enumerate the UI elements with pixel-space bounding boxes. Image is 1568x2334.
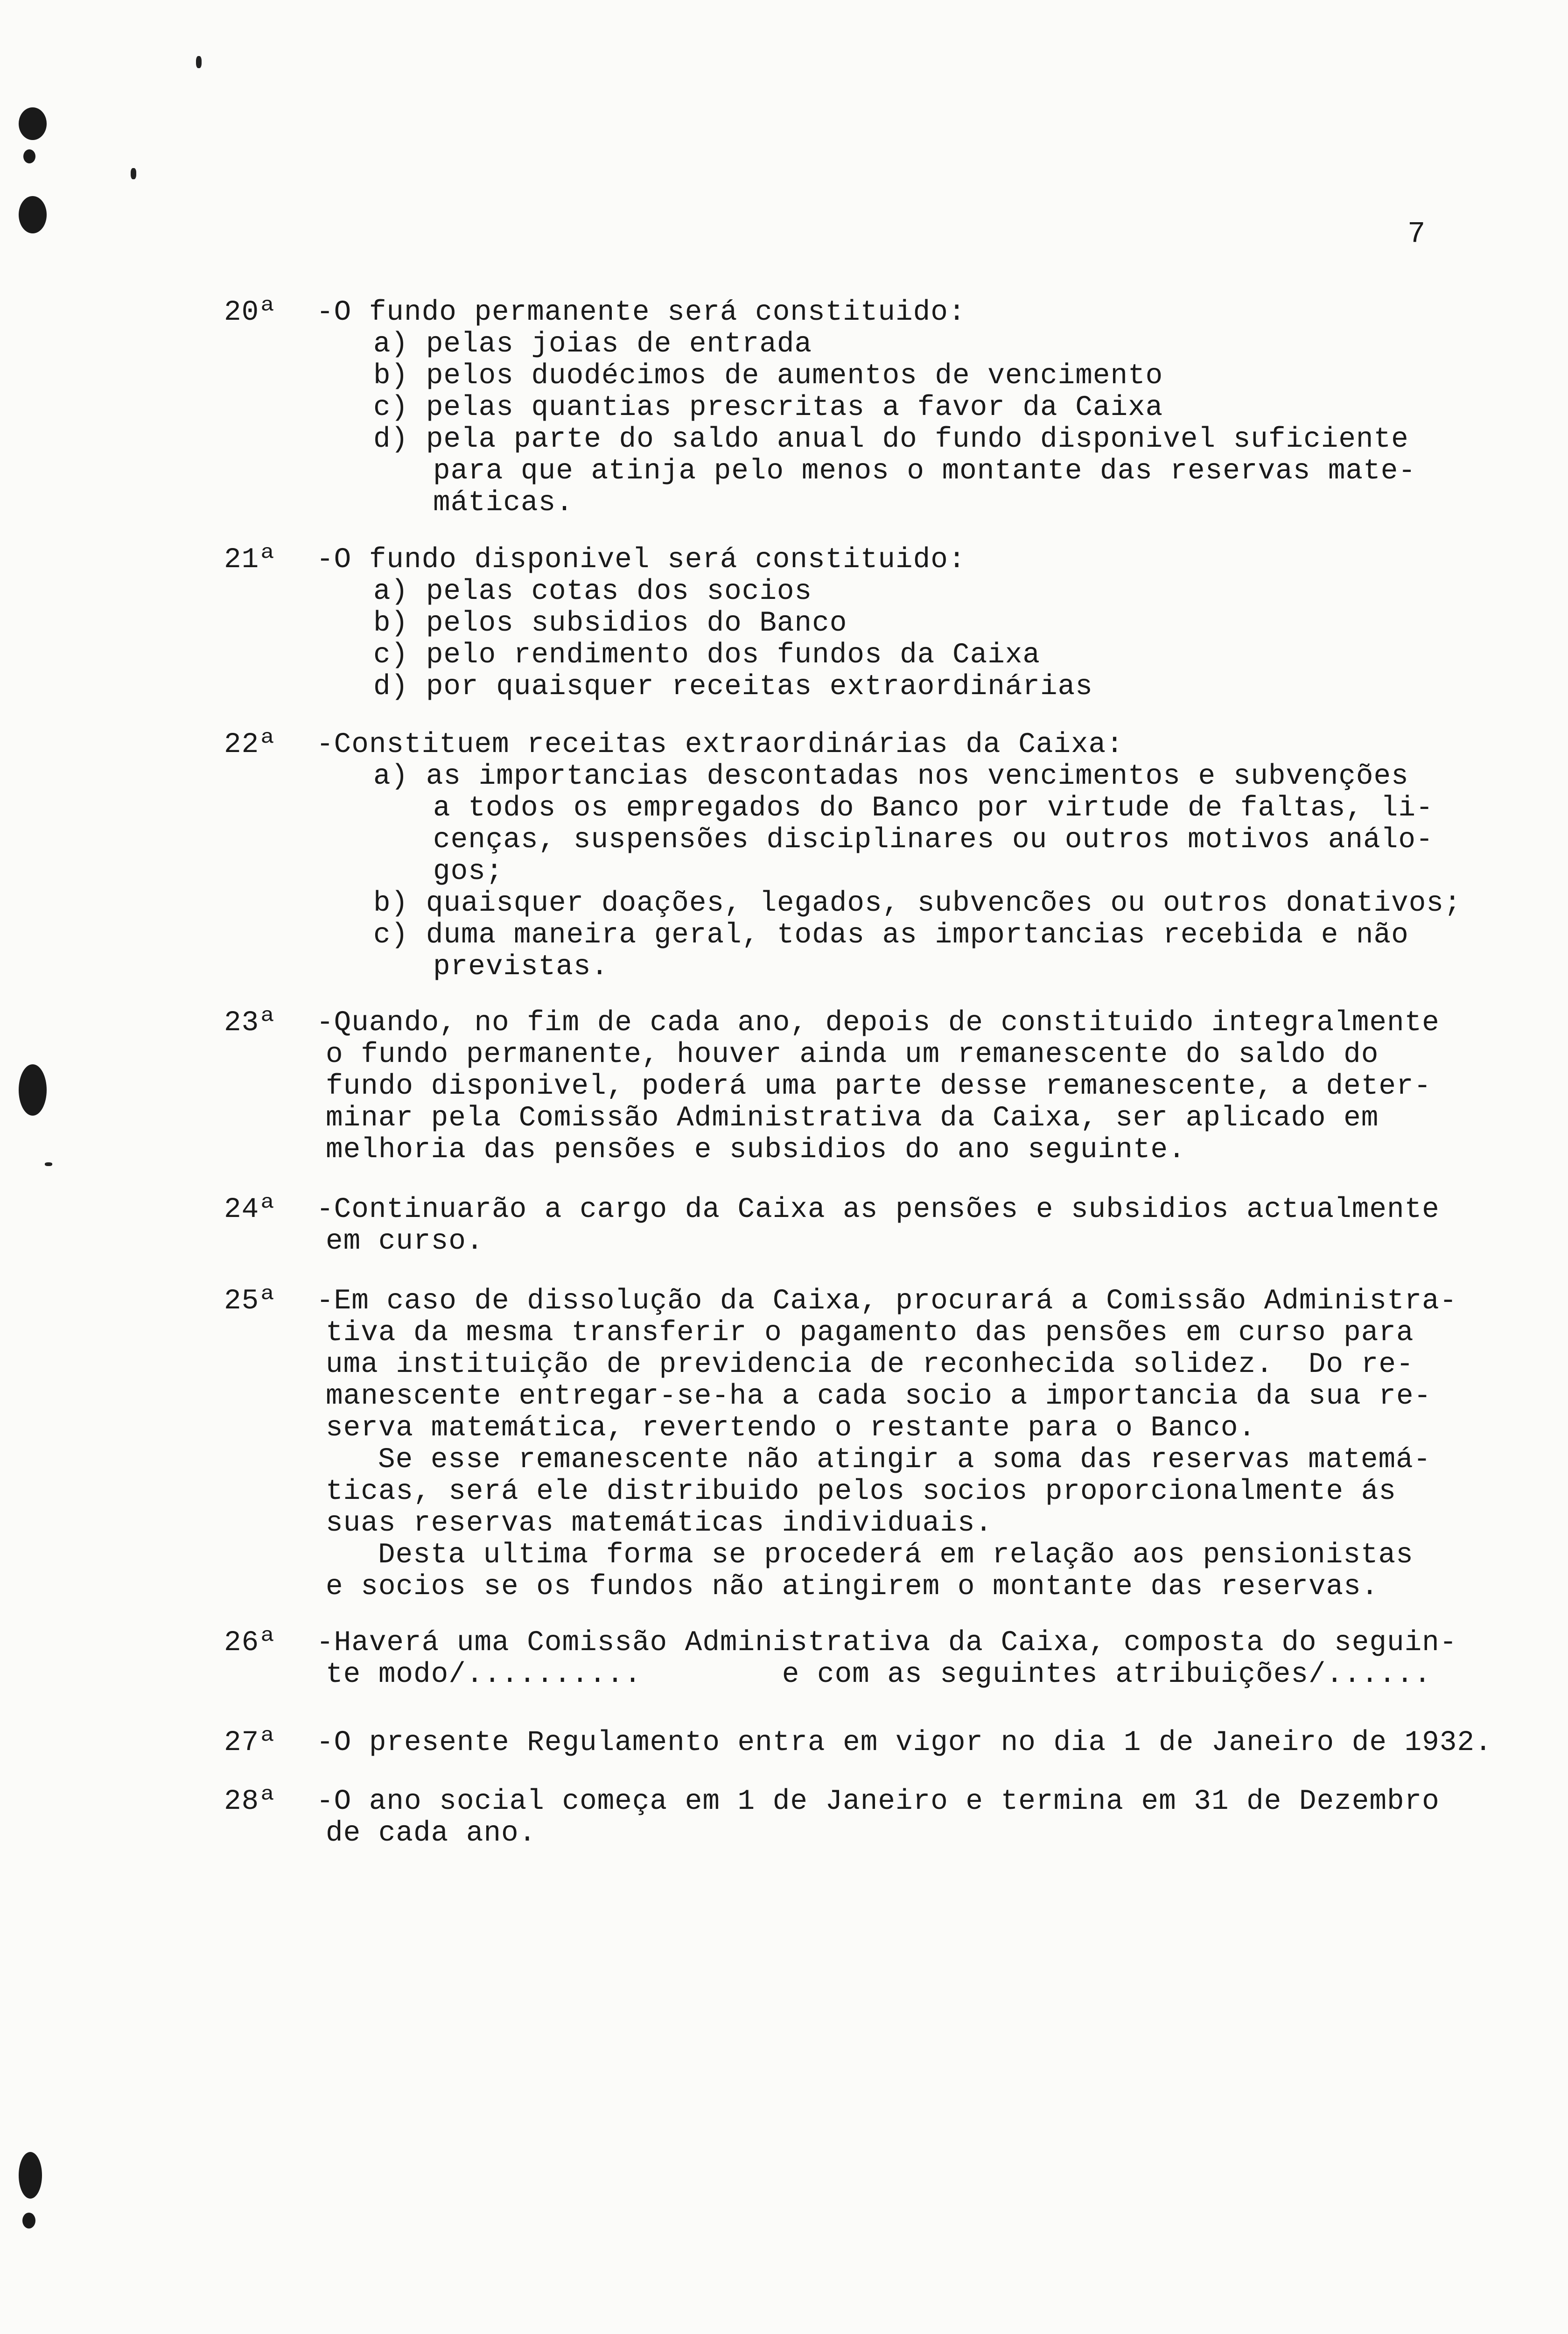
article-28 xyxy=(224,1786,1549,1849)
article-number: 21ª xyxy=(224,544,277,576)
article-number: 28ª xyxy=(224,1786,277,1818)
article-25-line-3: uma instituição de previdencia de reconhecida solidez. Do re- xyxy=(326,1349,1414,1381)
article-20-line-7: máticas. xyxy=(433,487,574,519)
article-20-line-5: d) pela parte do saldo anual do fundo disponivel suficiente xyxy=(373,423,1409,456)
article-20-line-6: para que atinja pelo menos o montante das reservas mate- xyxy=(433,455,1416,487)
article-number: 22ª xyxy=(224,729,277,761)
article-21-line-3: b) pelos subsidios do Banco xyxy=(373,607,847,640)
article-23 xyxy=(224,1007,1549,1166)
article-26-line-1: 26ª -Haverá uma Comissão Administrativa da Caixa, composta do seguin- xyxy=(224,1627,1457,1659)
article-22-line-6: b) quaisquer doações, legados, subvencões ou outros donativos; xyxy=(373,887,1462,920)
scan-speck xyxy=(45,1162,52,1166)
article-22-line-5: gos; xyxy=(433,856,504,888)
article-21-line-1: 21ª -O fundo disponivel será constituido: xyxy=(224,544,966,576)
punch-hole-decoration xyxy=(19,107,47,140)
article-25-line-2: tiva da mesma transferir o pagamento das pensões em curso para xyxy=(326,1317,1414,1349)
article-22-line-7: c) duma maneira geral, todas as importancias recebida e não xyxy=(373,919,1409,951)
punch-hole-decoration xyxy=(22,2213,35,2229)
scan-speck xyxy=(131,168,136,179)
article-26 xyxy=(224,1627,1549,1691)
article-20-line-1: 20ª -O fundo permanente será constituido: xyxy=(224,296,966,329)
article-27 xyxy=(224,1727,1549,1759)
article-25-line-9: Desta ultima forma se procederá em relação aos pensionistas xyxy=(378,1539,1414,1571)
article-22-line-4: cenças, suspensões disciplinares ou outros motivos análo- xyxy=(433,824,1434,856)
article-25-line-4: manescente entregar-se-ha a cada socio a importancia da sua re- xyxy=(326,1380,1432,1413)
punch-hole-decoration xyxy=(19,196,47,233)
article-26-line-2: te modo/.......... e com as seguintes atribuições/...... xyxy=(326,1659,1432,1691)
article-20-line-3: b) pelos duodécimos de aumentos de vencimento xyxy=(373,360,1163,392)
article-24 xyxy=(224,1194,1549,1258)
article-22-line-1: 22ª -Constituem receitas extraordinárias da Caixa: xyxy=(224,729,1124,761)
article-25-line-8: suas reservas matemáticas individuais. xyxy=(326,1507,993,1540)
article-22-line-8: previstas. xyxy=(433,951,609,983)
article-25-line-7: ticas, será ele distribuido pelos socios proporcionalmente ás xyxy=(326,1476,1396,1508)
article-number: 27ª xyxy=(224,1727,277,1759)
article-25 xyxy=(224,1286,1549,1603)
article-25-line-10: e socios se os fundos não atingirem o montante das reservas. xyxy=(326,1571,1379,1603)
article-21 xyxy=(224,544,1549,703)
article-21-line-4: c) pelo rendimento dos fundos da Caixa xyxy=(373,639,1041,671)
article-28-line-2: de cada ano. xyxy=(326,1817,537,1849)
article-21-line-2: a) pelas cotas dos socios xyxy=(373,576,812,608)
article-number: 26ª xyxy=(224,1627,277,1659)
article-20-line-2: a) pelas joias de entrada xyxy=(373,328,812,360)
article-21-line-5: d) por quaisquer receitas extraordinárias xyxy=(373,671,1093,703)
article-22-line-2: a) as importancias descontadas nos vencimentos e subvenções xyxy=(373,760,1409,793)
article-23-line-5: melhoria das pensões e subsidios do ano seguinte. xyxy=(326,1134,1186,1166)
article-number: 24ª xyxy=(224,1194,277,1226)
punch-hole-decoration xyxy=(19,1064,47,1116)
article-24-line-2: em curso. xyxy=(326,1225,484,1258)
article-number: 20ª xyxy=(224,296,277,329)
article-23-line-1: 23ª -Quando, no fim de cada ano, depois de constituido integralmente xyxy=(224,1007,1440,1039)
article-23-line-4: minar pela Comissão Administrativa da Caixa, ser aplicado em xyxy=(326,1102,1379,1134)
scan-speck xyxy=(196,56,202,68)
article-28-line-1: 28ª -O ano social começa em 1 de Janeiro e termina em 31 de Dezembro xyxy=(224,1786,1440,1818)
article-23-line-2: o fundo permanente, houver ainda um remanescente do saldo do xyxy=(326,1039,1379,1071)
article-25-line-5: serva matemática, revertendo o restante para o Banco. xyxy=(326,1412,1256,1444)
article-22-line-3: a todos os empregados do Banco por virtude de faltas, li- xyxy=(433,792,1434,824)
article-20 xyxy=(224,297,1549,519)
article-25-line-1: 25ª -Em caso de dissolução da Caixa, procurará a Comissão Administra- xyxy=(224,1285,1457,1317)
article-number: 23ª xyxy=(224,1007,277,1039)
article-number: 25ª xyxy=(224,1285,277,1317)
article-23-line-3: fundo disponivel, poderá uma parte desse remanescente, a deter- xyxy=(326,1070,1432,1103)
page-number: 7 xyxy=(1407,218,1426,251)
article-27-line-1: 27ª -O presente Regulamento entra em vigor no dia 1 de Janeiro de 1932. xyxy=(224,1727,1492,1759)
punch-hole-decoration xyxy=(19,2152,42,2199)
article-25-line-6: Se esse remanescente não atingir a soma das reservas matemá- xyxy=(378,1444,1431,1476)
punch-hole-decoration xyxy=(23,149,35,163)
article-24-line-1: 24ª -Continuarão a cargo da Caixa as pensões e subsidios actualmente xyxy=(224,1194,1440,1226)
article-22 xyxy=(224,729,1549,983)
article-20-line-4: c) pelas quantias prescritas a favor da Caixa xyxy=(373,392,1163,424)
